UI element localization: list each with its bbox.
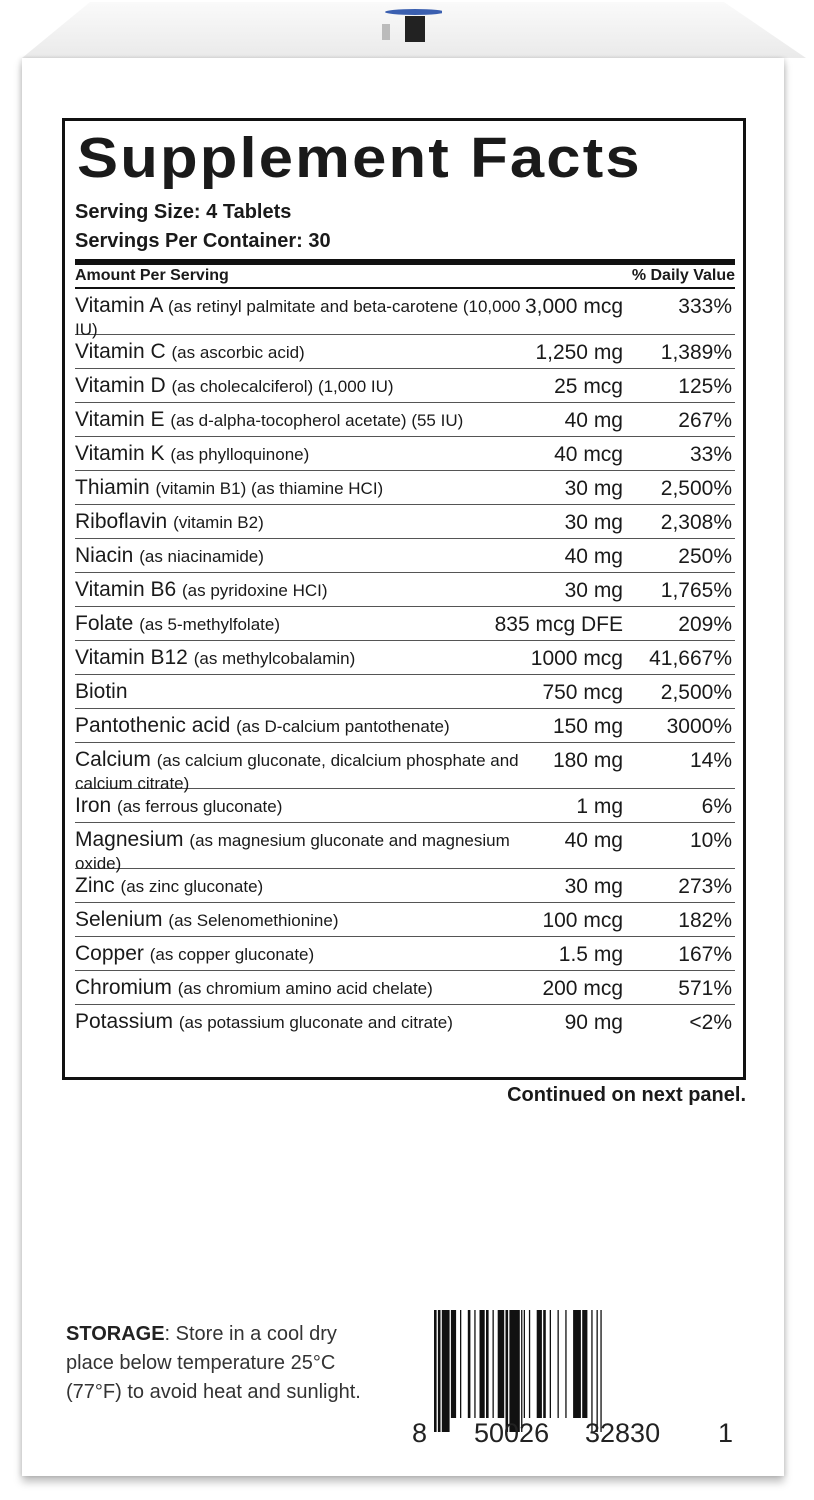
table-row bbox=[75, 709, 735, 743]
nutrient-amount: 100 mcg bbox=[542, 909, 623, 932]
barcode-digit-group: 8 bbox=[412, 1418, 428, 1448]
barcode-bar bbox=[524, 1310, 525, 1418]
nutrient-amount: 90 mg bbox=[564, 1011, 623, 1034]
nutrient-name bbox=[75, 375, 535, 398]
table-row bbox=[75, 335, 735, 369]
nutrient-amount: 40 mg bbox=[564, 409, 623, 432]
table-row bbox=[75, 289, 735, 339]
nutrient-source: (as magnesium gluconate and magnesium oxide) bbox=[75, 831, 510, 873]
nutrient-daily-value: 33% bbox=[689, 443, 732, 466]
table-row bbox=[75, 607, 735, 641]
barcode-bar bbox=[509, 1310, 519, 1432]
nutrient-label: Selenium bbox=[75, 908, 163, 931]
table-header bbox=[75, 267, 735, 285]
nutrient-name bbox=[75, 477, 535, 500]
barcode-bar bbox=[486, 1310, 489, 1418]
nutrient-source: (as methylcobalamin) bbox=[193, 649, 356, 668]
barcode-bar bbox=[460, 1310, 461, 1418]
nutrient-label: Vitamin D bbox=[75, 374, 166, 397]
nutrient-table bbox=[75, 289, 735, 1038]
nutrient-daily-value: 333% bbox=[678, 295, 732, 318]
nutrient-source: (as 5-methylfolate) bbox=[139, 615, 280, 634]
nutrient-label: Niacin bbox=[75, 544, 134, 567]
nutrient-daily-value: 2,500% bbox=[660, 681, 732, 704]
nutrient-daily-value: 2,308% bbox=[660, 511, 732, 534]
nutrient-daily-value: 209% bbox=[678, 613, 732, 636]
nutrient-amount: 40 mg bbox=[564, 545, 623, 568]
barcode-bar bbox=[442, 1310, 450, 1432]
nutrient-label: Folate bbox=[75, 612, 134, 635]
nutrient-daily-value: 2,500% bbox=[660, 477, 732, 500]
nutrient-amount: 30 mg bbox=[564, 579, 623, 602]
nutrient-daily-value: 10% bbox=[689, 829, 732, 852]
nutrient-amount: 200 mcg bbox=[542, 977, 623, 1000]
table-row bbox=[75, 539, 735, 573]
nutrient-source: (as potassium gluconate and citrate) bbox=[178, 1013, 453, 1032]
nutrient-source: (as D-calcium pantothenate) bbox=[236, 717, 450, 736]
nutrient-daily-value: 182% bbox=[678, 909, 732, 932]
nutrient-source: (vitamin B1) (as thiamine HCI) bbox=[155, 479, 384, 498]
header-amount: Amount Per Serving bbox=[75, 267, 229, 284]
brand-logo bbox=[372, 8, 442, 44]
table-row bbox=[75, 675, 735, 709]
nutrient-source: (as retinyl palmitate and beta-carotene (10,000 IU) bbox=[75, 297, 521, 339]
nutrient-label: Vitamin E bbox=[75, 408, 165, 431]
barcode-bar bbox=[493, 1310, 494, 1418]
storage-note bbox=[66, 1320, 386, 1407]
barcode-bar bbox=[565, 1310, 566, 1418]
barcode-bar bbox=[600, 1310, 601, 1432]
nutrient-daily-value: <2% bbox=[689, 1011, 732, 1034]
table-row bbox=[75, 743, 735, 793]
table-row bbox=[75, 641, 735, 675]
nutrient-amount: 40 mcg bbox=[554, 443, 623, 466]
serving-size: Serving Size: 4 Tablets bbox=[75, 201, 292, 223]
nutrient-name bbox=[75, 443, 535, 466]
barcode-digit-group: 50026 bbox=[474, 1418, 550, 1448]
divider bbox=[75, 259, 735, 265]
table-row bbox=[75, 505, 735, 539]
barcode-bar bbox=[582, 1310, 587, 1418]
barcode-bar bbox=[474, 1310, 475, 1418]
nutrient-label: Chromium bbox=[75, 976, 172, 999]
barcode bbox=[414, 1305, 734, 1455]
barcode-bar bbox=[591, 1310, 592, 1432]
nutrient-source: (as zinc gluconate) bbox=[120, 877, 264, 896]
nutrient-amount: 180 mg bbox=[552, 749, 623, 772]
nutrient-name bbox=[75, 909, 535, 932]
nutrient-daily-value: 267% bbox=[678, 409, 732, 432]
nutrient-amount: 835 mcg DFE bbox=[494, 613, 623, 636]
nutrient-amount: 30 mg bbox=[564, 511, 623, 534]
nutrient-source: (as cholecalciferol) (1,000 IU) bbox=[171, 377, 394, 396]
nutrient-label: Vitamin C bbox=[75, 340, 166, 363]
nutrient-label: Iron bbox=[75, 794, 112, 817]
nutrient-name bbox=[75, 715, 535, 738]
nutrient-name bbox=[75, 647, 535, 670]
table-row bbox=[75, 789, 735, 823]
table-row bbox=[75, 403, 735, 437]
nutrient-daily-value: 167% bbox=[678, 943, 732, 966]
nutrient-name bbox=[75, 875, 535, 898]
nutrient-label: Zinc bbox=[75, 874, 115, 897]
nutrient-source: (as chromium amino acid chelate) bbox=[177, 979, 433, 998]
barcode-bar bbox=[434, 1310, 437, 1432]
barcode-bar bbox=[537, 1310, 542, 1418]
nutrient-amount: 750 mcg bbox=[542, 681, 623, 704]
table-row bbox=[75, 937, 735, 971]
header-daily-value: % Daily Value bbox=[631, 267, 735, 284]
barcode-bar bbox=[438, 1310, 441, 1432]
nutrient-source: (as copper gluconate) bbox=[149, 945, 315, 964]
barcode-bar bbox=[451, 1310, 456, 1418]
nutrient-label: Vitamin A bbox=[75, 294, 163, 317]
nutrient-label: Biotin bbox=[75, 680, 128, 703]
nutrient-amount: 1 mg bbox=[576, 795, 623, 818]
nutrient-daily-value: 250% bbox=[678, 545, 732, 568]
nutrient-label: Vitamin B6 bbox=[75, 578, 177, 601]
nutrient-amount: 1,250 mg bbox=[535, 341, 623, 364]
nutrient-daily-value: 6% bbox=[701, 795, 732, 818]
table-row bbox=[75, 869, 735, 903]
barcode-bar bbox=[597, 1310, 598, 1432]
table-row bbox=[75, 903, 735, 937]
nutrient-source: (vitamin B2) bbox=[173, 513, 264, 532]
nutrient-daily-value: 125% bbox=[678, 375, 732, 398]
table-row bbox=[75, 823, 735, 873]
nutrient-label: Riboflavin bbox=[75, 510, 168, 533]
nutrient-label: Magnesium bbox=[75, 828, 184, 851]
nutrient-name bbox=[75, 341, 535, 364]
nutrient-amount: 1.5 mg bbox=[558, 943, 623, 966]
nutrient-name bbox=[75, 977, 535, 1000]
nutrient-source: (as ascorbic acid) bbox=[171, 343, 305, 362]
table-row bbox=[75, 573, 735, 607]
nutrient-amount: 150 mg bbox=[552, 715, 623, 738]
nutrient-source: (as niacinamide) bbox=[139, 547, 264, 566]
table-row bbox=[75, 971, 735, 1005]
nutrient-name bbox=[75, 1011, 535, 1034]
nutrient-label: Vitamin B12 bbox=[75, 646, 188, 669]
nutrient-label: Pantothenic acid bbox=[75, 714, 231, 737]
nutrient-daily-value: 571% bbox=[678, 977, 732, 1000]
nutrient-amount: 25 mcg bbox=[554, 375, 623, 398]
nutrient-amount: 30 mg bbox=[564, 875, 623, 898]
nutrient-name bbox=[75, 511, 535, 534]
barcode-bar bbox=[543, 1310, 546, 1418]
nutrient-name bbox=[75, 545, 535, 568]
nutrient-source: (as calcium gluconate, dicalcium phosphate and calcium citrate) bbox=[75, 751, 519, 793]
storage-text: : Store in a cool dry place below temperature 25°C (77°F) to avoid heat and sunlight. bbox=[66, 1323, 361, 1403]
nutrient-daily-value: 41,667% bbox=[649, 647, 732, 670]
barcode-bar bbox=[468, 1310, 471, 1418]
nutrient-source: (as Selenomethionine) bbox=[168, 911, 339, 930]
barcode-bar bbox=[480, 1310, 485, 1418]
nutrient-amount: 40 mg bbox=[564, 829, 623, 852]
table-row bbox=[75, 369, 735, 403]
nutrient-label: Calcium bbox=[75, 748, 151, 771]
nutrient-source: (as ferrous gluconate) bbox=[117, 797, 283, 816]
nutrient-label: Copper bbox=[75, 942, 144, 965]
continued-note: Continued on next panel. bbox=[507, 1084, 746, 1106]
nutrient-daily-value: 1,389% bbox=[660, 341, 732, 364]
table-row bbox=[75, 1005, 735, 1038]
nutrient-source: (as d-alpha-tocopherol acetate) (55 IU) bbox=[170, 411, 464, 430]
nutrient-amount: 30 mg bbox=[564, 477, 623, 500]
barcode-bar bbox=[529, 1310, 530, 1418]
nutrient-name bbox=[75, 409, 535, 432]
barcode-digit-group: 1 bbox=[718, 1418, 734, 1448]
nutrient-source: (as phylloquinone) bbox=[170, 445, 310, 464]
barcode-bar bbox=[558, 1310, 559, 1418]
nutrient-label: Vitamin K bbox=[75, 442, 165, 465]
nutrient-name bbox=[75, 681, 535, 704]
nutrient-name bbox=[75, 613, 535, 636]
nutrient-daily-value: 1,765% bbox=[660, 579, 732, 602]
table-row bbox=[75, 471, 735, 505]
barcode-digit-group: 32830 bbox=[585, 1418, 661, 1448]
barcode-bar bbox=[521, 1310, 522, 1432]
supplement-facts-panel bbox=[62, 118, 746, 1080]
barcode-bar bbox=[506, 1310, 509, 1432]
panel-title: Supplement Facts bbox=[77, 126, 642, 190]
nutrient-amount: 1000 mcg bbox=[530, 647, 623, 670]
nutrient-name bbox=[75, 943, 535, 966]
nutrient-daily-value: 14% bbox=[689, 749, 732, 772]
barcode-bar bbox=[498, 1310, 505, 1418]
nutrient-label: Potassium bbox=[75, 1010, 174, 1033]
nutrient-name bbox=[75, 795, 535, 818]
nutrient-name bbox=[75, 579, 535, 602]
barcode-bar bbox=[550, 1310, 551, 1418]
table-row bbox=[75, 437, 735, 471]
nutrient-daily-value: 273% bbox=[678, 875, 732, 898]
storage-label: STORAGE bbox=[66, 1323, 165, 1345]
nutrient-source: (as pyridoxine HCI) bbox=[182, 581, 328, 600]
nutrient-daily-value: 3000% bbox=[666, 715, 732, 738]
nutrient-label: Thiamin bbox=[75, 476, 150, 499]
nutrient-amount: 3,000 mcg bbox=[524, 295, 623, 318]
barcode-bar bbox=[573, 1310, 581, 1418]
servings-per-container: Servings Per Container: 30 bbox=[75, 230, 331, 252]
